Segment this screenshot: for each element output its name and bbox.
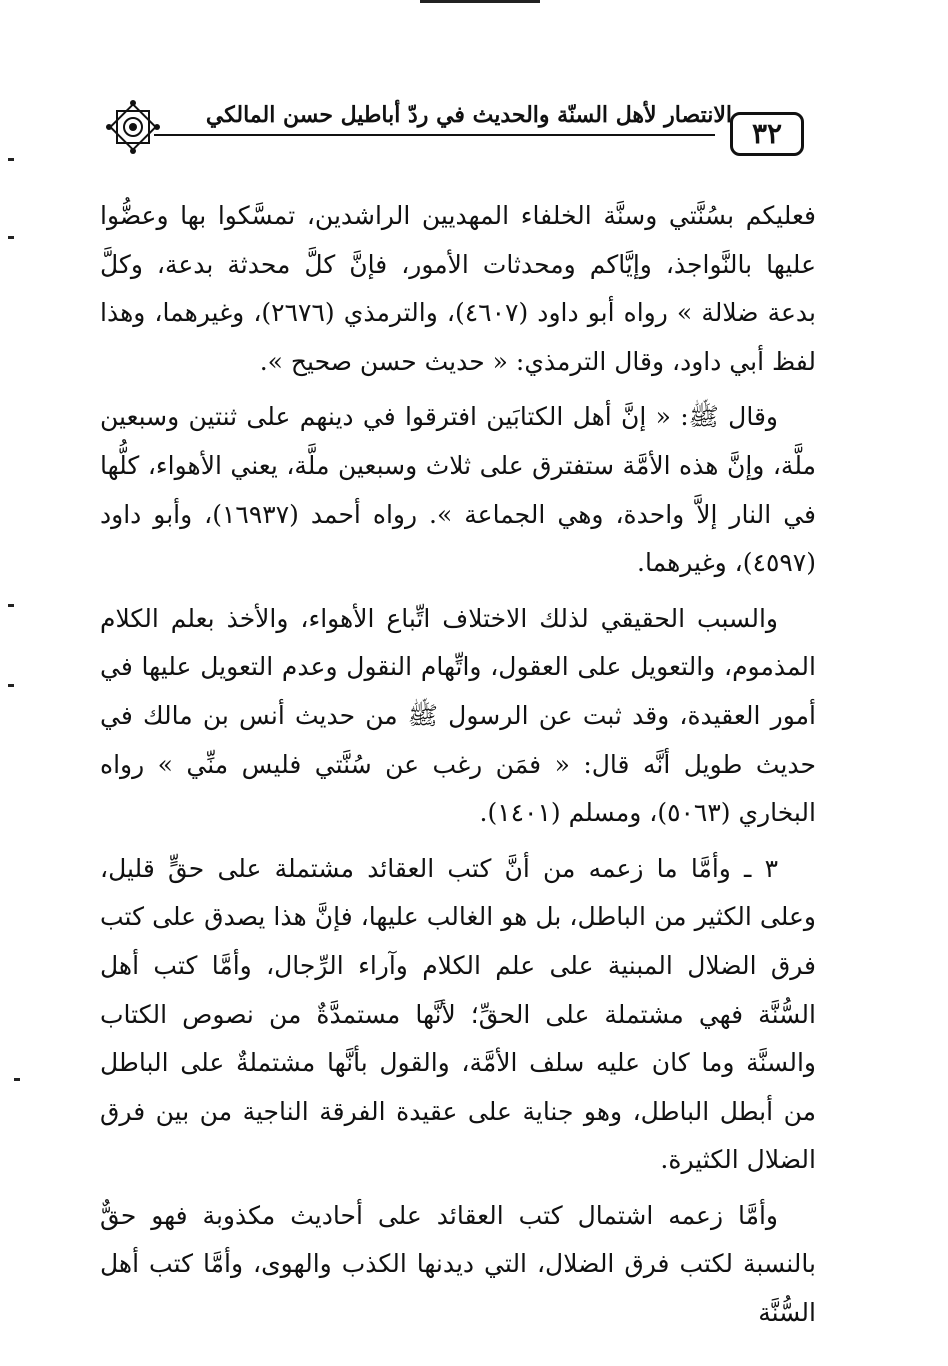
paragraph: ٣ ـ وأمَّا ما زعمه من أنَّ كتب العقائد مشتملة على حقٍّ قليل، وعلى الكثير من الباطل، بل هو الغالب عليها، فإنَّ هذا يصدق على كتب فرق الضلال المبنية على علم الكلام وآراء الرِّجال، وأمَّا كتب أهل السُّنَّة فهي مشتملة على الحقِّ؛ لأنَّها مستمدَّةٌ من نصوص الكتاب والسنَّة وما كان عليه سلف الأمَّة، والقول بأنَّها مشتملةٌ على الباطل من أبطل الباطل، وهو جناية على عقيدة الفرقة الناجية من بين فرق الضلال الكثيرة. [100, 853, 817, 1175]
eight-point-star-ornament-icon [104, 98, 162, 156]
cropped-top-mark [420, 0, 540, 9]
header-rule [154, 134, 715, 136]
paragraph: وأمَّا زعمه اشتمال كتب العقائد على أحاديث مكذوبة فهو حقٌّ بالنسبة لكتب فرق الضلال، التي ديدنها الكذب والهوى، وأمَّا كتب أهل السُّنَّة [100, 1200, 816, 1328]
running-head-title: الانتصار لأهل السنّة والحديث في ردّ أباطيل حسن المالكي [205, 102, 732, 128]
scan-mark [8, 236, 14, 239]
paragraph: والسبب الحقيقي لذلك الاختلاف اتِّباع الأهواء، والأخذ بعلم الكلام المذموم، والتعويل على العقول، واتِّهام النقول وعدم التعويل عليها في أمور العقيدة، وقد ثبت عن الرسول ﷺ من حديث أنس بن مالك في حديث طويل أنَّه قال: « فمَن رغب عن سُنَّتي فليس منِّي » رواه البخاري (٥٠٦٣)، ومسلم (١٤٠١). [100, 603, 816, 828]
page-header [90, 88, 860, 158]
scan-mark [8, 158, 14, 161]
page-number: ٣٢ [730, 112, 804, 156]
paragraph: وقال ﷺ: « إنَّ أهل الكتابَين افترقوا في دينهم على ثنتين وسبعين ملَّة، وإنَّ هذه الأمَّة ستفترق على ثلاث وسبعين ملَّة، يعني الأهواء، كلُّها في النار إلاَّ واحدة، وهي الجماعة ». رواه أحمد (١٦٩٣٧)، وأبو داود (٤٥٩٧)، وغيرهما. [100, 402, 816, 578]
scan-mark [8, 684, 14, 687]
paragraph: فعليكم بسُنَّتي وسنَّة الخلفاء المهديين الراشدين، تمسَّكوا بها وعضُّوا عليها بالنَّواجذ، وإيَّاكم ومحدثات الأمور، فإنَّ كلَّ محدثة بدعة، وكلَّ بدعة ضلالة » رواه أبو داود (٤٦٠٧)، والترمذي (٢٦٧٦)، وغيرهما، وهذا لفظ أبي داود، وقال الترمذي: « حديث حسن صحيح ». [100, 201, 816, 376]
scan-mark [8, 604, 14, 607]
scan-mark [14, 1078, 20, 1081]
body-text [100, 192, 816, 1345]
